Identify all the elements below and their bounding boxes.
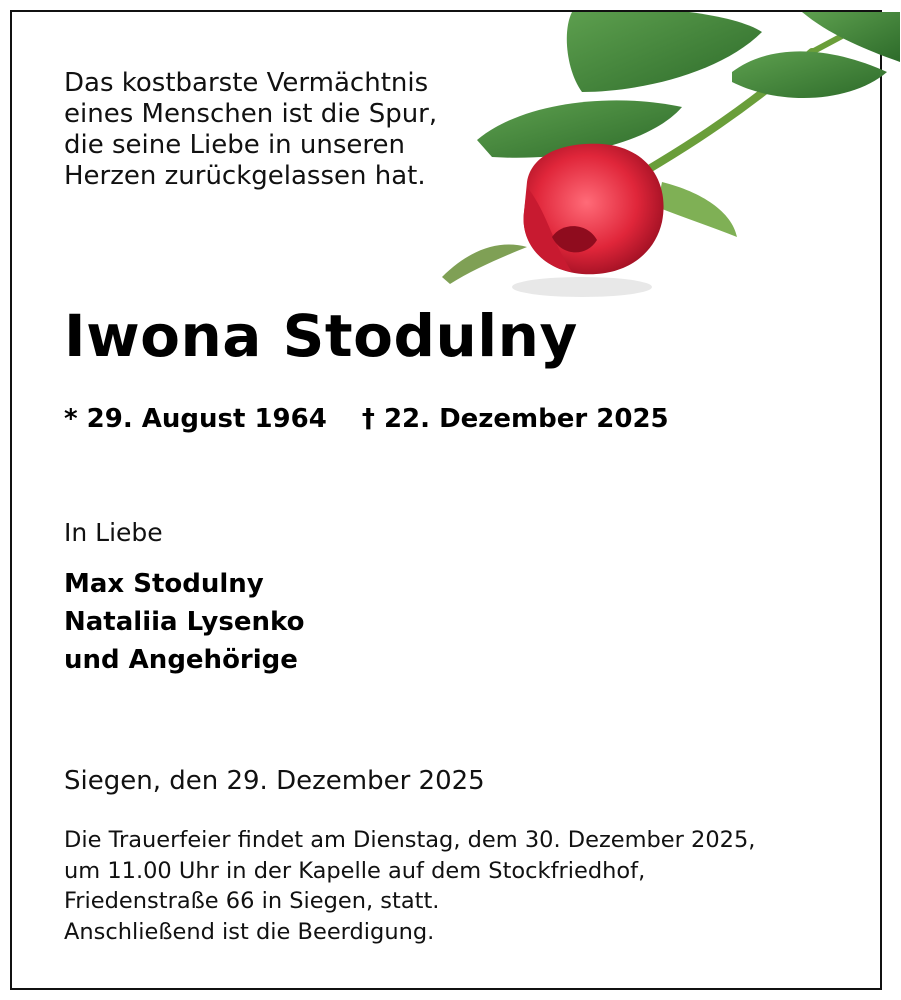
place-and-date: Siegen, den 29. Dezember 2025 (64, 766, 485, 796)
rose-icon (432, 12, 901, 312)
death-date: † 22. Dezember 2025 (361, 404, 669, 434)
life-dates (64, 404, 669, 434)
mourners-list (64, 565, 304, 679)
birth-date: * 29. August 1964 (64, 404, 327, 434)
mourner-name: und Angehörige (64, 645, 298, 675)
mourner-name: Nataliia Lysenko (64, 607, 305, 637)
memorial-quote: Das kostbarste Vermächtnis eines Menschen ist die Spur, die seine Liebe in unseren Herzen zurückgelassen hat. (64, 68, 438, 191)
deceased-name: Iwona Stodulny (64, 302, 578, 370)
love-label: In Liebe (64, 518, 163, 547)
funeral-notice: Die Trauerfeier findet am Dienstag, dem 30. Dezember 2025, um 11.00 Uhr in der Kapelle auf dem Stockfriedhof, Friedenstraße 66 in Siegen, statt. Anschließend ist die Beerdigung. (64, 827, 756, 945)
obituary-frame (10, 10, 882, 990)
mourner-name: Max Stodulny (64, 569, 264, 599)
